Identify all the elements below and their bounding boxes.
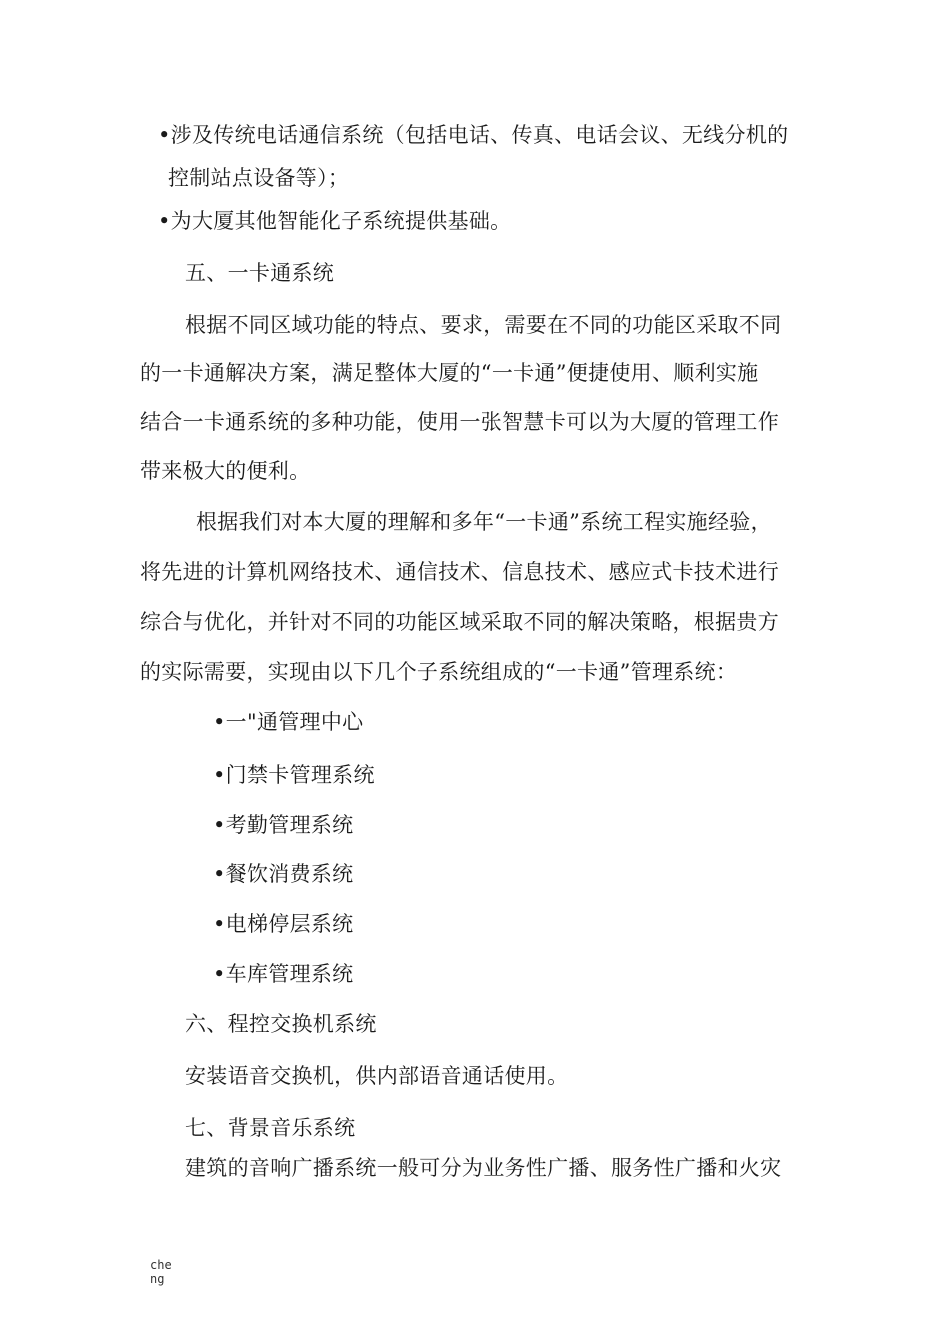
paragraph-2-line-1: 根据我们对本大厦的理解和多年“一卡通”系统工程实施经验， [196,510,772,534]
paragraph-1-line-3: 结合一卡通系统的多种功能，使用一张智慧卡可以为大厦的管理工作 [140,410,779,434]
subsystem-item-elevator: •电梯停层系统 [213,912,354,936]
subsystem-item-management-center: •一"通管理中心 [213,710,364,734]
footer-line-2: ng [150,1272,165,1286]
paragraph-4-line-1: 建筑的音响广播系统一般可分为业务性广播、服务性广播和火灾 [185,1156,782,1180]
paragraph-1-line-2: 的一卡通解决方案，满足整体大厦的“一卡通”便捷使用、顺利实施 [140,361,759,385]
page-footer [150,1258,172,1286]
subsystem-item-access-control: •门禁卡管理系统 [213,763,375,787]
section-heading-5: 五、一卡通系统 [185,261,335,285]
bullet-telephone-systems-cont: 控制站点设备等）； [168,166,350,190]
section-heading-6: 六、程控交换机系统 [185,1012,377,1036]
subsystem-item-attendance: •考勤管理系统 [213,813,354,837]
subsystem-item-garage: •车库管理系统 [213,962,354,986]
subsystem-item-dining: •餐饮消费系统 [213,862,354,886]
bullet-telephone-systems: •涉及传统电话通信系统（包括电话、传真、电话会议、无线分机的 [158,123,789,147]
paragraph-3: 安装语音交换机，供内部语音通话使用。 [185,1064,569,1088]
footer-line-1: che [150,1258,172,1272]
section-heading-7: 七、背景音乐系统 [185,1116,356,1140]
paragraph-2-line-4: 的实际需要，实现由以下几个子系统组成的“一卡通”管理系统： [140,660,738,684]
paragraph-2-line-2: 将先进的计算机网络技术、通信技术、信息技术、感应式卡技术进行 [140,560,779,584]
paragraph-1-line-1: 根据不同区域功能的特点、要求，需要在不同的功能区采取不同 [185,313,782,337]
bullet-foundation: •为大厦其他智能化子系统提供基础。 [158,209,512,233]
paragraph-1-line-4: 带来极大的便利。 [140,459,311,483]
paragraph-2-line-3: 综合与优化，并针对不同的功能区域采取不同的解决策略，根据贵方 [140,610,779,634]
